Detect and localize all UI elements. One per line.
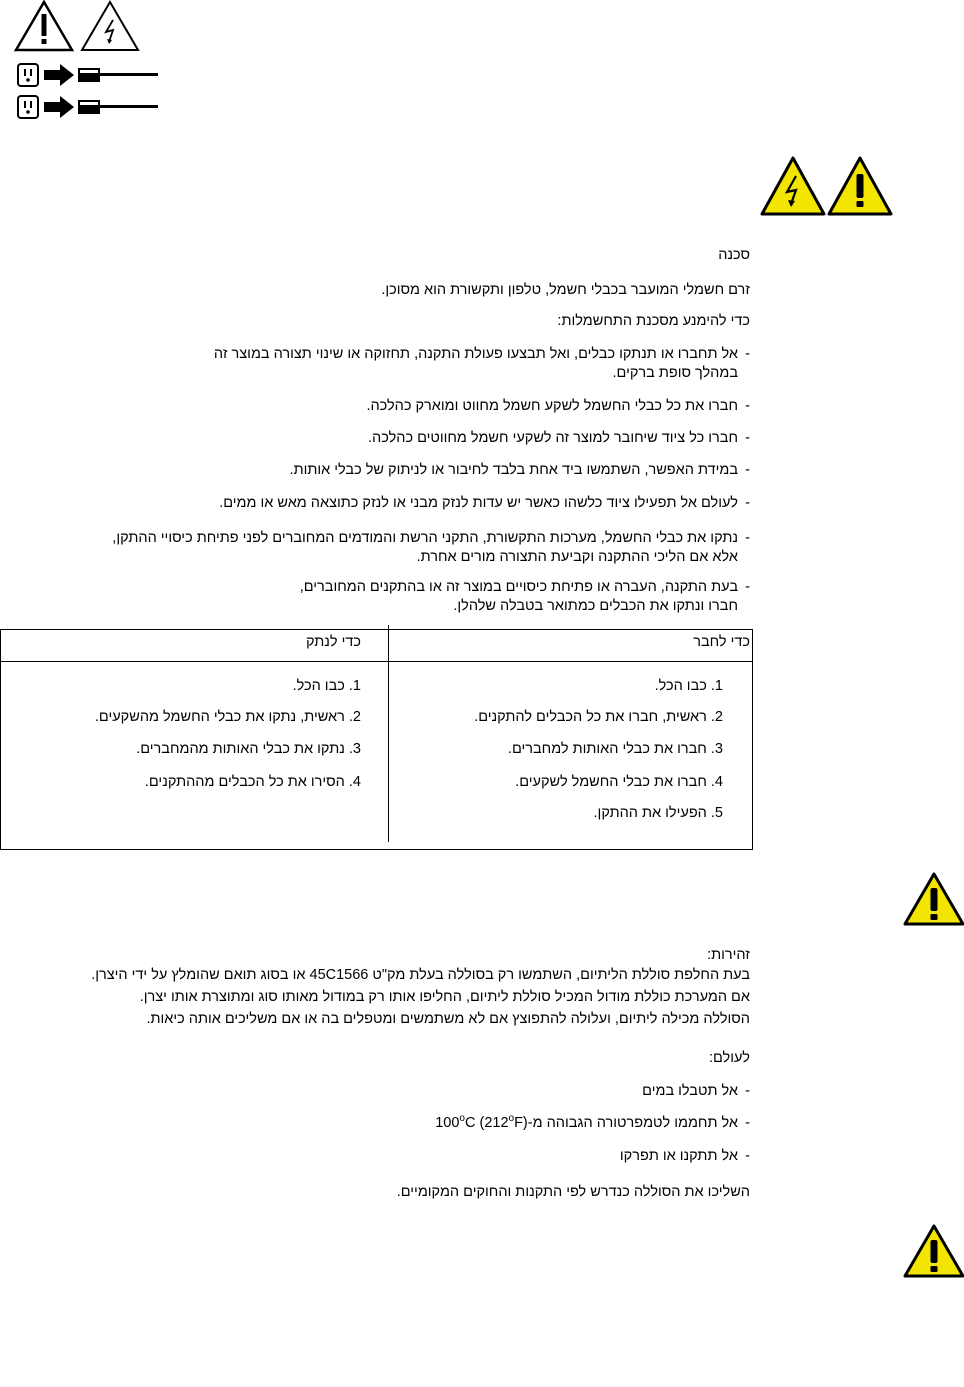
connect-header: כדי לחבר: [693, 634, 750, 650]
caution-line: הסוללה מכילה ליתיום, ועלולה להתפוצץ אם לא משתמשים ומטפלים בה או אם משליכים אותה כיאות.: [146, 1011, 750, 1027]
bullet-item: -בעת התקנה, העברה או פתיחת כיסויים במוצר זה או בהתקנים המחוברים, חברו ונתקו את הכבלים כמתואר בטבלה שלהלן.: [299, 579, 750, 614]
connect-step: 2. ראשית, חברו את כל הכבלים להתקנים.: [474, 709, 723, 725]
avoid-hazard-heading: כדי להימנע מסכנת התחשמלות:: [557, 313, 750, 329]
dispose-note: השליכו את הסוללה כנדרש לפי התקנות והחוקים המקומיים.: [396, 1184, 750, 1200]
disconnect-step: 1. כבו הכל.: [292, 678, 361, 694]
never-heading: לעולם:: [708, 1050, 750, 1066]
bullet-item: -במידת האפשר, השתמשו ביד אחת בלבד לחיבור או לניתוק של כבלי אותות.: [289, 462, 750, 478]
connect-step: 4. חברו את כבלי החשמל לשקעים.: [515, 774, 723, 790]
disconnect-step: 3. נתקו את כבלי האותות מהמחברים.: [136, 741, 361, 757]
never-item: -אל תטבלו במים: [642, 1083, 750, 1099]
disconnect-step: 2. ראשית, נתקו את כבלי החשמל מהשקעים.: [94, 709, 361, 725]
danger-electric-shock-icon: [760, 154, 896, 218]
bullet-item: -אל תחברו או תנתקו כבלים, ואל תבצעו פעולת התקנה, תחזוקה או שינוי תצורה במוצר זה במהלך סופת ברקים.: [213, 346, 750, 381]
caution-line: אם המערכת כוללת מודול המכיל סוללת ליתיום, החליפו אותו רק במודול מאותו סוג ומתוצרת אותו יצרן.: [139, 989, 750, 1005]
disconnect-step: 4. הסירו את כל הכבלים מההתקנים.: [144, 774, 361, 790]
caution-icon: [902, 1222, 964, 1280]
connect-step: 1. כבו הכל.: [654, 678, 723, 694]
bullet-item: -נתקו את כבלי החשמל, מערכות התקשורת, התקני הרשת והמודמים המחוברים לפני פתיחת כיסויי ההתקן, אלא אם הליכי ההתקנה וקביעת התצורה מורים אחרת.: [112, 530, 750, 565]
danger-intro: זרם חשמלי המועבר בכבלי חשמל, טלפון ותקשורת הוא מסוכן.: [381, 282, 750, 298]
connect-step: 3. חברו את כבלי האותות למחברים.: [507, 741, 723, 757]
caution-line: בעת החלפת סוללת הליתיום, השתמשו רק בסוללה בעלת מק"ט 45C1566 או בסוג תואם שהומלץ על ידי היצרן.: [91, 967, 750, 983]
bullet-item: -חברו כל ציוד שיחובר למוצר זה לשקעי חשמל מחווטים כהלכה.: [368, 430, 750, 446]
caution-heading: זהירות:: [707, 947, 750, 963]
disconnect-header: כדי לנתק: [305, 634, 361, 650]
caution-icon: [902, 870, 964, 928]
never-item: -אל תתקנו או תפרקו: [619, 1148, 750, 1164]
power-cord-unplug-icon: [16, 62, 160, 122]
bullet-item: -לעולם אל תפעילו ציוד כלשהו כאשר יש עדות לנזק מבני או לנזק כתוצאה מאש או ממים.: [219, 495, 750, 511]
bullet-item: -חברו את כל כבלי החשמל לשקע חשמל מחווט ומוארק כהלכה.: [366, 398, 750, 414]
warning-outline-icon: [14, 0, 142, 54]
connect-step: 5. הפעילו את ההתקן.: [593, 805, 723, 821]
never-item: -אל תחממו לטמפרטורה הגבוהה מ-100$^o$C (212$^o$F): [435, 1113, 750, 1131]
danger-heading: סכנה: [718, 247, 750, 263]
